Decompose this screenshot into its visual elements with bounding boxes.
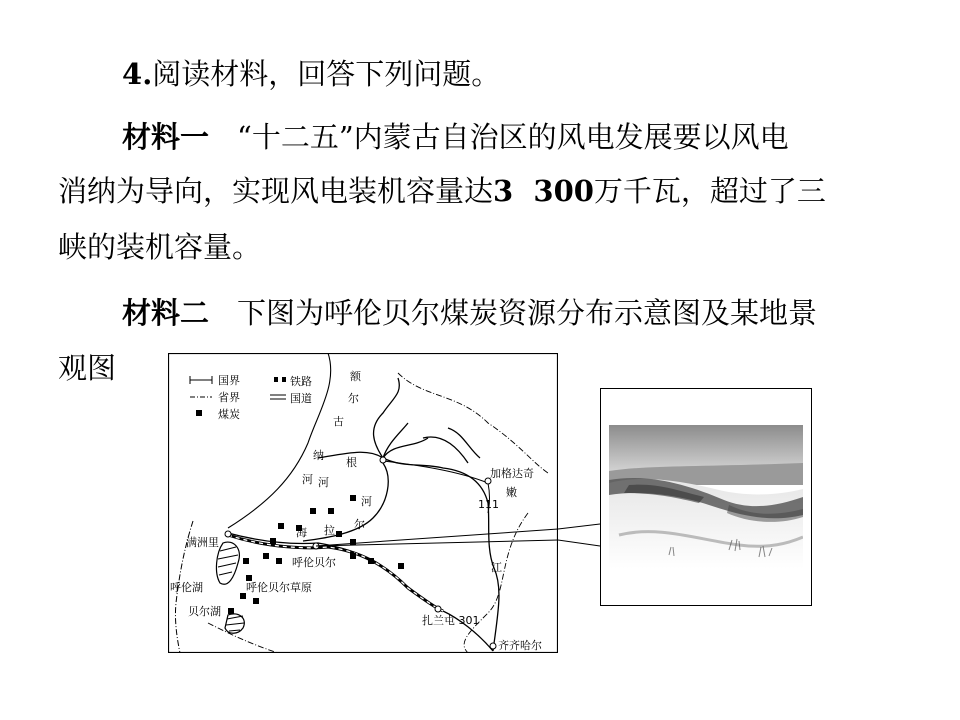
coal-distribution-map — [168, 353, 558, 653]
question-number-sep: . — [142, 57, 153, 91]
label-jiang: 江 — [491, 561, 502, 574]
label-ergun-4: 纳 — [313, 449, 324, 462]
material2-text-2: 观图 — [58, 351, 117, 385]
label-jiagedaqi: 加格达奇 — [490, 467, 534, 480]
material2-text-1: 下图为呼伦贝尔煤炭资源分布示意图及某地景 — [237, 296, 818, 330]
question-heading — [122, 56, 500, 92]
label-ergun-3: 古 — [333, 415, 344, 428]
material1-text-3: 峡的装机容量。 — [58, 230, 262, 264]
legend-national-road: 国道 — [290, 392, 312, 405]
label-hailar-1: 海 — [296, 526, 307, 539]
material1-line3 — [58, 229, 261, 265]
label-qiqihar: 齐齐哈尔 — [498, 639, 542, 652]
label-hulun-lake: 呼伦湖 — [170, 581, 203, 594]
label-he-2: 河 — [318, 476, 329, 489]
label-nen: 嫩 — [506, 486, 517, 499]
label-road-111: 111 — [478, 498, 499, 511]
legend-coal-icon — [196, 410, 202, 416]
legend-national-border: 国界 — [218, 374, 240, 387]
material2-line1 — [122, 295, 817, 331]
material1-line1 — [122, 119, 789, 155]
material1-capacity-number: 3 300 — [493, 174, 594, 208]
label-ergun-1: 额 — [350, 370, 361, 383]
material1-text-1: “十二五”内蒙古自治区的风电发展要以风电 — [237, 120, 789, 154]
label-hailar-3: 尔 — [354, 518, 365, 531]
label-grassland: 呼伦贝尔草原 — [246, 581, 312, 594]
label-he-1: 河 — [302, 473, 313, 486]
legend-railway: 铁路 — [290, 375, 312, 388]
label-ergun-2: 尔 — [348, 392, 359, 405]
label-zhalantun: 扎兰屯 301 — [422, 614, 480, 627]
photo-connector — [558, 520, 602, 550]
legend-coal: 煤炭 — [218, 408, 240, 421]
label-hulunbeier: 呼伦贝尔 — [292, 556, 336, 569]
label-hailar-4: 河 — [361, 495, 372, 508]
question-text: 阅读材料，回答下列问题。 — [152, 57, 501, 91]
legend-provincial-border: 省界 — [218, 391, 240, 404]
material2-line2 — [58, 350, 116, 386]
landscape-photo — [609, 425, 803, 569]
material1-text-2a: 消纳为导向，实现风电装机容量达 — [58, 174, 494, 208]
label-buir-lake: 贝尔湖 — [188, 605, 221, 618]
material1-line2 — [58, 173, 826, 209]
question-number: 4 — [122, 57, 143, 91]
material1-text-2b: 万千瓦，超过了三 — [593, 174, 826, 208]
landscape-photo-frame — [600, 388, 812, 606]
material1-label: 材料一 — [122, 120, 210, 154]
label-hailar-2: 拉 — [324, 524, 335, 537]
material2-label: 材料二 — [122, 296, 210, 330]
label-manzhouli: 满洲里 — [186, 536, 219, 549]
label-gen: 根 — [346, 456, 357, 469]
